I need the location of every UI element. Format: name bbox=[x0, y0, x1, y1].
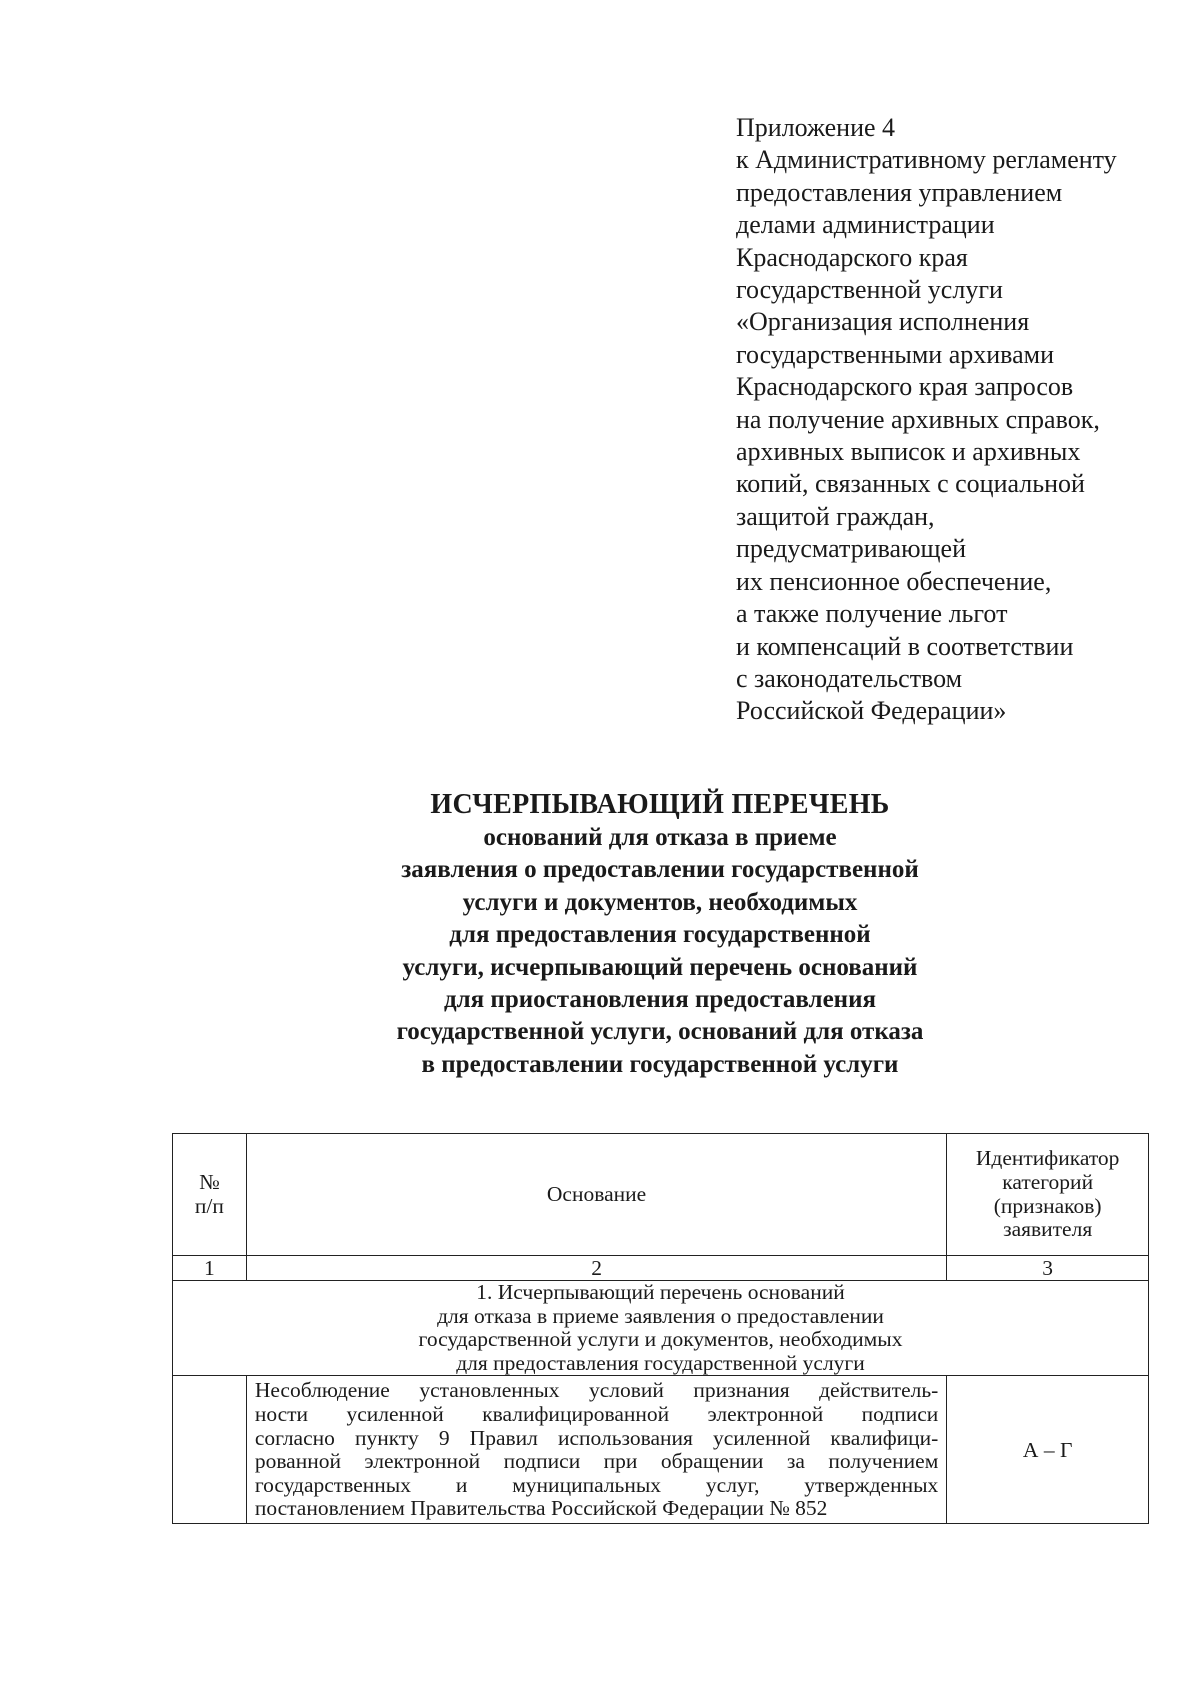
header-basis: Основание bbox=[246, 1134, 947, 1256]
subtitle-line: для приостановления предоставления bbox=[443, 986, 877, 1014]
appendix-header bbox=[736, 112, 1176, 728]
header-identifier-line: Идентификатор bbox=[975, 1146, 1120, 1171]
subtitle-line: в предоставлении государственной услуги bbox=[421, 1050, 899, 1078]
appendix-line: делами администрации bbox=[736, 210, 995, 240]
basis-line: ности усиленной квалифицированной электронной подписи bbox=[254, 1401, 939, 1426]
header-number-label: № п/п bbox=[194, 1169, 224, 1218]
title-main: ИСЧЕРПЫВАЮЩИЙ ПЕРЕЧЕНЬ bbox=[430, 789, 890, 820]
table-row bbox=[173, 1376, 1149, 1524]
appendix-line: на получение архивных справок, bbox=[736, 404, 1100, 434]
appendix-line: государственной услуги bbox=[736, 275, 1003, 305]
title-subtitle bbox=[300, 822, 1020, 1081]
appendix-line: государственными архивами bbox=[736, 339, 1055, 369]
basis-line: государственных и муниципальных услуг, утвержденных bbox=[254, 1472, 939, 1497]
appendix-line: с законодательством bbox=[736, 663, 963, 693]
appendix-line: предусматривающей bbox=[736, 534, 966, 564]
header-identifier-line: (признаков) bbox=[993, 1193, 1102, 1218]
column-number: 2 bbox=[246, 1256, 947, 1281]
appendix-line: Приложение 4 bbox=[736, 113, 896, 142]
row-basis bbox=[246, 1376, 947, 1524]
grounds-table bbox=[172, 1133, 1149, 1524]
appendix-line: их пенсионное обеспечение, bbox=[736, 566, 1052, 596]
subtitle-line: государственной услуги, оснований для отказа bbox=[396, 1018, 924, 1046]
header-number bbox=[173, 1134, 247, 1256]
subtitle-line: заявления о предоставлении государственной bbox=[401, 856, 919, 884]
column-number-row bbox=[173, 1256, 1149, 1281]
section-heading bbox=[173, 1281, 1149, 1376]
basis-line: Несоблюдение установленных условий признания действитель- bbox=[254, 1378, 939, 1403]
document-title bbox=[300, 788, 1020, 1081]
section-heading-row bbox=[173, 1281, 1149, 1376]
row-number bbox=[173, 1376, 247, 1524]
subtitle-line: услуги, исчерпывающий перечень оснований bbox=[402, 953, 918, 981]
appendix-line: архивных выписок и архивных bbox=[736, 437, 1081, 467]
appendix-line: а также получение льгот bbox=[736, 599, 1008, 629]
basis-line: согласно пункту 9 Правил использования усиленной квалифици- bbox=[254, 1425, 939, 1450]
appendix-line: «Организация исполнения bbox=[736, 307, 1030, 337]
appendix-line: Краснодарского края bbox=[736, 242, 968, 272]
basis-line: постановлением Правительства Российской Федерации № 852 bbox=[254, 1496, 828, 1521]
section-heading-line: государственной услуги и документов, необходимых bbox=[418, 1327, 903, 1352]
appendix-line: Краснодарского края запросов bbox=[736, 372, 1074, 402]
appendix-line: к Административному регламенту bbox=[736, 145, 1117, 175]
basis-line: рованной электронной подписи при обращении за получением bbox=[254, 1449, 939, 1474]
row-identifier: А – Г bbox=[947, 1376, 1149, 1524]
column-number: 1 bbox=[173, 1256, 247, 1281]
table-header-row bbox=[173, 1134, 1149, 1256]
section-heading-line: 1. Исчерпывающий перечень оснований bbox=[476, 1280, 845, 1304]
appendix-line: предоставления управлением bbox=[736, 177, 1063, 207]
subtitle-line: услуги и документов, необходимых bbox=[462, 888, 858, 916]
header-identifier bbox=[947, 1134, 1149, 1256]
header-identifier-line: категорий bbox=[1002, 1169, 1094, 1194]
header-identifier-line: заявителя bbox=[1003, 1217, 1093, 1242]
appendix-line: копий, связанных с социальной bbox=[736, 469, 1085, 499]
section-heading-line: для предоставления государственной услуги bbox=[456, 1350, 865, 1375]
subtitle-line: оснований для отказа в приеме bbox=[483, 824, 837, 851]
appendix-line: защитой граждан, bbox=[736, 501, 935, 531]
appendix-line: и компенсаций в соответствии bbox=[736, 631, 1074, 661]
appendix-line: Российской Федерации» bbox=[736, 696, 1007, 726]
section-heading-line: для отказа в приеме заявления о предоставлении bbox=[437, 1303, 884, 1328]
subtitle-line: для предоставления государственной bbox=[449, 921, 871, 949]
column-number: 3 bbox=[947, 1256, 1149, 1281]
